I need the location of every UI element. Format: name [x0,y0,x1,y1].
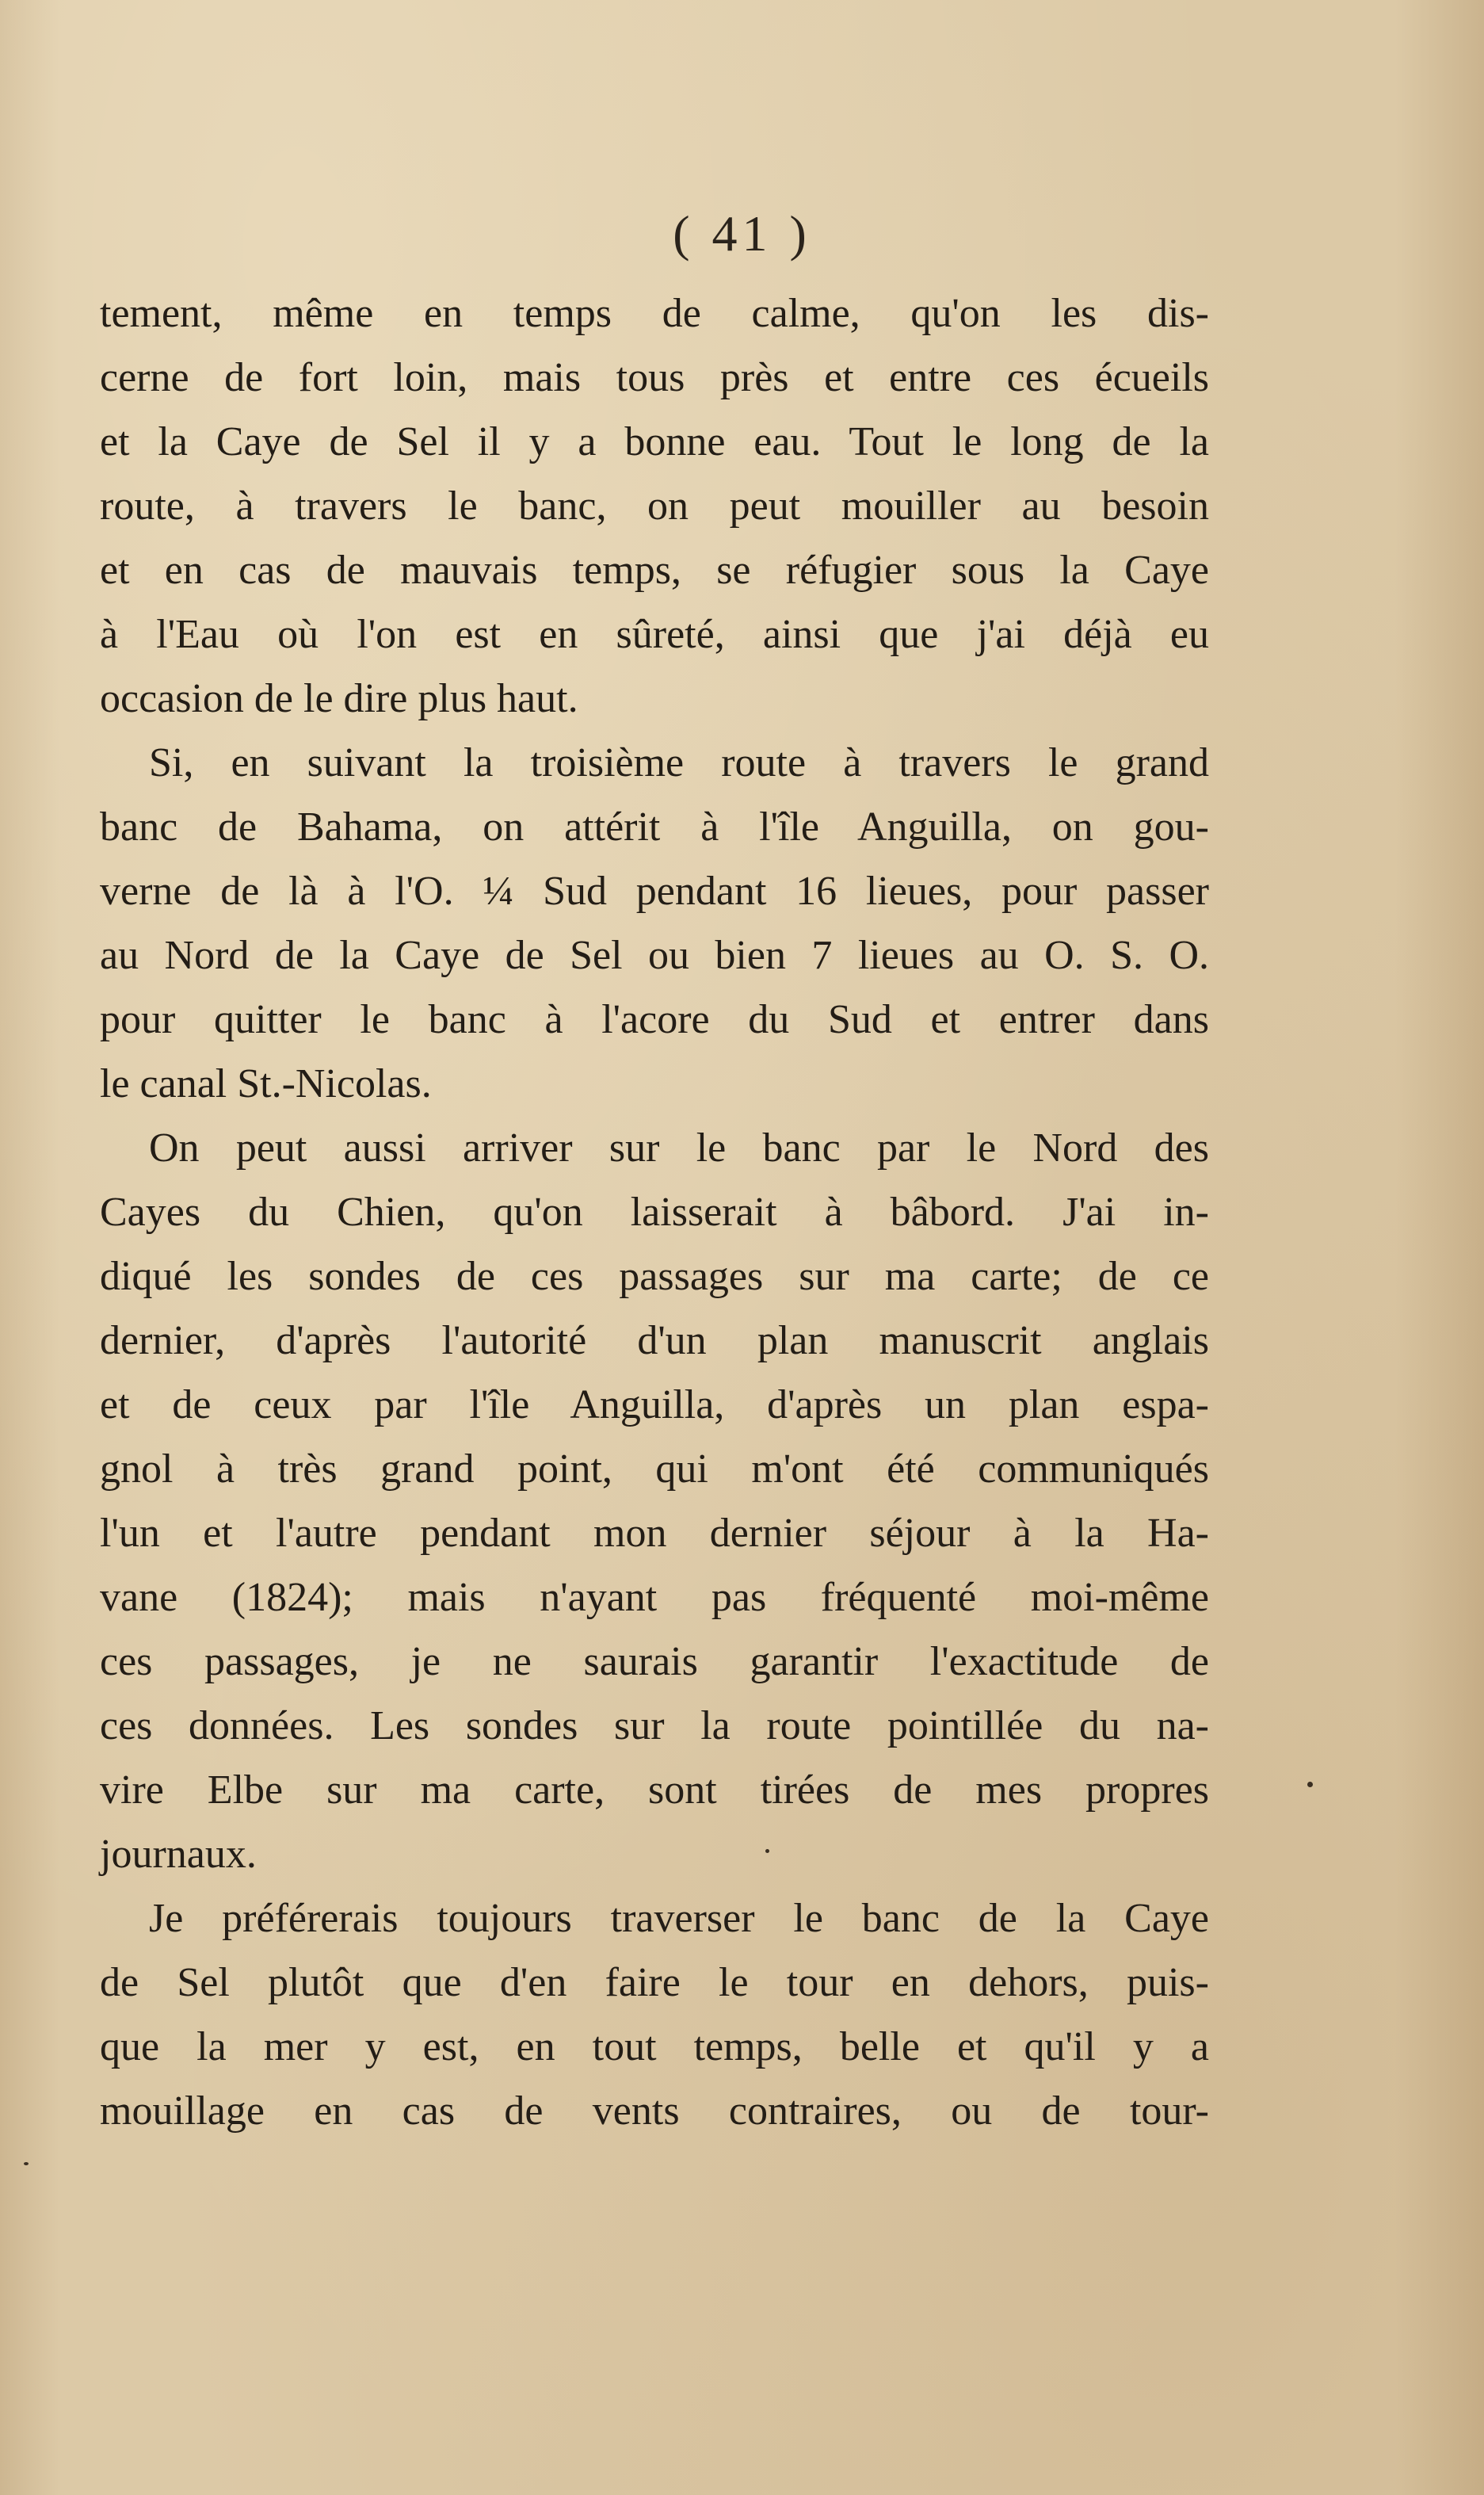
text-line: à l'Eau où l'on est en sûreté, ainsi que j'ai déjà eu [100,612,1209,657]
text-line: cerne de fort loin, mais tous près et entre ces écueils [100,355,1209,400]
text-line: de Sel plutôt que d'en faire le tour en dehors, puis- [100,1960,1209,2005]
text-line: route, à travers le banc, on peut mouiller au besoin [100,483,1209,529]
text-line: le canal St.-Nicolas. [100,1061,432,1106]
text-line: l'un et l'autre pendant mon dernier séjour à la Ha- [100,1511,1209,1556]
text-line: dernier, d'après l'autorité d'un plan manuscrit anglais [100,1318,1209,1363]
ink-speck [1307,1782,1313,1787]
text-line: Je préférerais toujours traverser le banc de la Caye [149,1896,1209,1941]
text-line: pour quitter le banc à l'acore du Sud et entrer dans [100,997,1209,1042]
ink-speck [765,1849,769,1853]
body-text [100,281,1209,2143]
text-line: journaux. [100,1832,257,1877]
text-line: et la Caye de Sel il y a bonne eau. Tout le long de la [100,419,1209,464]
text-line: gnol à très grand point, qui m'ont été communiqués [100,1446,1209,1492]
text-line: Si, en suivant la troisième route à travers le grand [149,740,1209,785]
text-line: tement, même en temps de calme, qu'on les dis- [100,291,1209,336]
text-line: et de ceux par l'île Anguilla, d'après un plan espa- [100,1382,1209,1427]
text-line: mouillage en cas de vents contraires, ou de tour- [100,2088,1209,2134]
text-line: Cayes du Chien, qu'on laisserait à bâbord. J'ai in- [100,1190,1209,1235]
text-line: occasion de le dire plus haut. [100,676,578,721]
text-line: et en cas de mauvais temps, se réfugier sous la Caye [100,548,1209,593]
text-line: diqué les sondes de ces passages sur ma carte; de ce [100,1254,1209,1299]
text-line: verne de là à l'O. ¼ Sud pendant 16 lieues, pour passer [100,869,1209,914]
page-number: ( 41 ) [673,205,811,262]
text-line: vire Elbe sur ma carte, sont tirées de mes propres [100,1767,1209,1813]
text-line: banc de Bahama, on attérit à l'île Anguilla, on gou- [100,804,1209,850]
text-line: On peut aussi arriver sur le banc par le Nord des [149,1125,1209,1171]
text-line: ces données. Les sondes sur la route pointillée du na- [100,1703,1209,1748]
text-line: ces passages, je ne saurais garantir l'exactitude de [100,1639,1209,1684]
ink-speck [24,2162,29,2165]
text-line: vane (1824); mais n'ayant pas fréquenté moi-même [100,1575,1209,1620]
text-line: au Nord de la Caye de Sel ou bien 7 lieues au O. S. O. [100,933,1209,978]
text-line: que la mer y est, en tout temps, belle et qu'il y a [100,2024,1209,2069]
